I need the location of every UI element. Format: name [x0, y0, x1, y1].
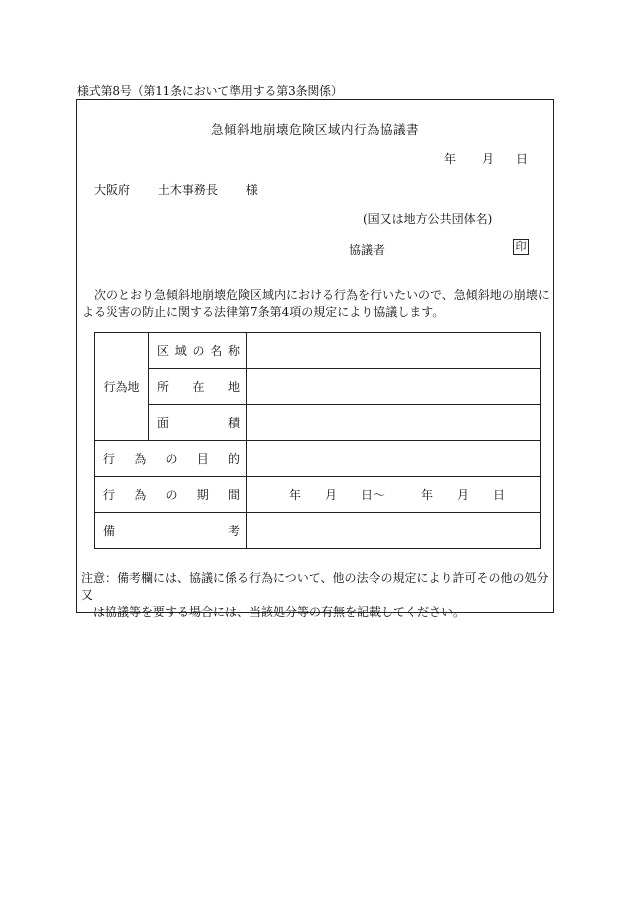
date-year: 年 — [444, 152, 457, 166]
remarks-field[interactable] — [247, 513, 541, 549]
table-row — [95, 369, 541, 405]
table-row — [95, 513, 541, 549]
form-frame — [76, 99, 554, 619]
addressee-prefecture: 大阪府 — [94, 183, 131, 197]
form-table — [94, 332, 541, 549]
period-value: 年 月 日～ 年 月 日 — [289, 488, 506, 502]
date-day: 日 — [516, 152, 529, 166]
addressee-office: 土木事務長 — [157, 183, 218, 197]
period-field[interactable] — [247, 477, 541, 513]
purpose-label: 行 為 の 目 的 — [95, 441, 247, 477]
document-title: 急傾斜地崩壊危険区域内行為協議書 — [210, 122, 419, 137]
area-name-label: 区 域 の 名 称 — [149, 333, 247, 369]
note-line-1: 注意：備考欄には、協議に係る行為について、他の法令の規定により許可その他の処分又 — [81, 571, 549, 602]
seal-mark: 印 — [513, 239, 529, 255]
location-label: 所 在 地 — [149, 369, 247, 405]
remarks-label: 備 考 — [95, 513, 247, 549]
note-line-2: は協議等を要する場合には、当該処分等の有無を記載してください。 — [93, 605, 466, 619]
addressee — [94, 181, 282, 198]
purpose-field[interactable] — [247, 441, 541, 477]
area-name-field[interactable] — [247, 333, 541, 369]
consultant-label: 協議者 — [349, 243, 386, 257]
table-row — [95, 405, 541, 441]
addressee-honorific: 様 — [245, 183, 258, 197]
area-label: 面 積 — [149, 405, 247, 441]
form-number: 様式第8号（第11条において準用する第3条関係） — [77, 84, 343, 98]
period-label: 行 為 の 期 間 — [95, 477, 247, 513]
site-label: 行為地 — [95, 333, 149, 441]
note — [81, 570, 551, 621]
body-text: 次のとおり急傾斜地崩壊危険区域内における行為を行いたいので、急傾斜地の崩壊による災害の防止に関する法律第7条第4項の規定により協議します。 — [82, 288, 550, 319]
area-field[interactable] — [247, 405, 541, 441]
table-row — [95, 477, 541, 513]
table-row — [95, 333, 541, 369]
date-month: 月 — [482, 152, 495, 166]
org-name-label: (国又は地方公共団体名) — [363, 212, 493, 226]
table-row — [95, 441, 541, 477]
location-field[interactable] — [247, 369, 541, 405]
